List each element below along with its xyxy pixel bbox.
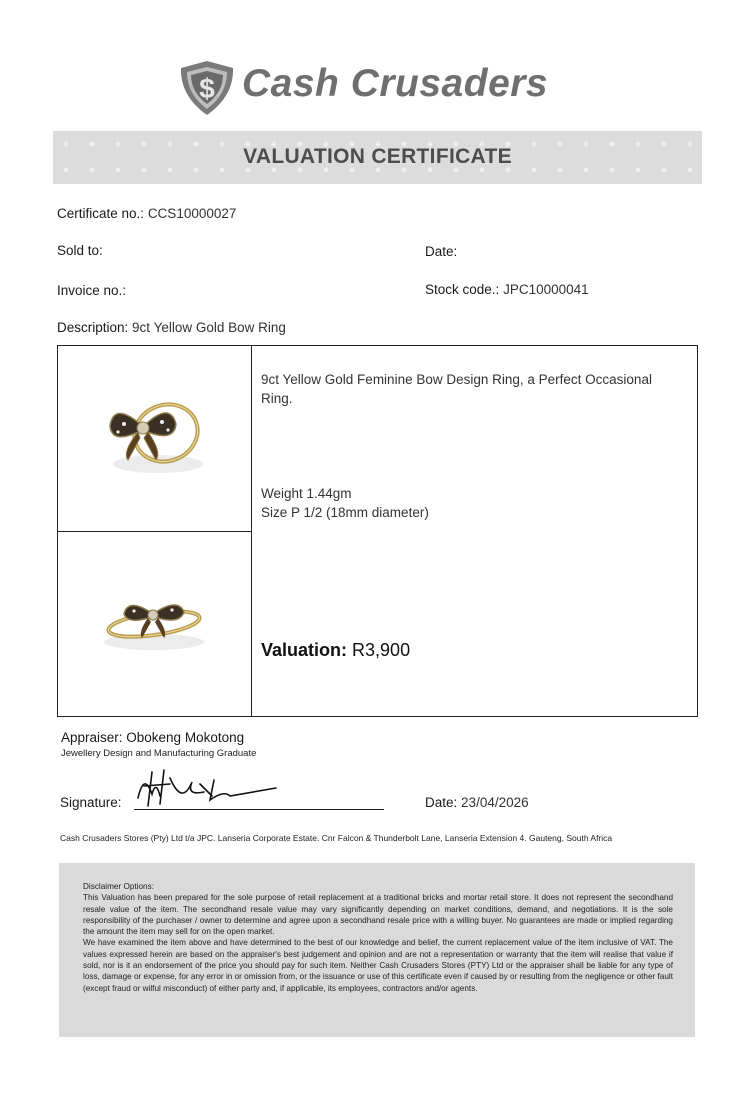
appraiser-name: Appraiser: Obokeng Mokotong (61, 730, 245, 745)
dollar-shield-icon (176, 58, 238, 118)
signature-image (130, 766, 280, 812)
valuation-value: R3,900 (352, 640, 411, 660)
date-field (425, 244, 457, 259)
appraiser-title: Jewellery Design and Manufacturing Graduate (61, 748, 257, 759)
title-banner (53, 131, 702, 184)
disclaimer-paragraph-1: This Valuation has been prepared for the sole purpose of retail replacement at a traditional bricks and mortar retail store. It does not represent the secondhand resale value of the item. The secondhand resale value may vary significantly depending on market conditions, demand, and negotiations. It is the sole responsibility of the purchaser / owner to determine and agree upon a secondhand resale price with a willing buyer. No guarantees are made or implied regarding the amount the item may sell for on the open market. (83, 893, 673, 937)
certificate-number-field (57, 206, 236, 221)
item-size: Size P 1/2 (18mm diameter) (261, 505, 429, 520)
valuation-label: Valuation: (261, 640, 348, 660)
description-label: Description: (57, 320, 129, 335)
appraisal-date-field (425, 795, 529, 810)
disclaimer-paragraph-2: We have examined the item above and have determined to the best of our knowledge and belief, the current replacement value of the item inclusive of VAT. The values expressed herein are based on the appraiser's best judgement and opinion and are not a representation or warranty that the item will realise that value if sold, nor is it an endorsement of the price you should pay for such item. Neither Cash Crusaders Stores (PTY) Ltd or the appraiser shall be liable for any type of loss, damage or expense, for any error in or omission from, or the issuance or use of this certificate even if caused by or resulting from the negligence or other fault (except fraud or wilful misconduct) of either party and, if applicable, its employees, contractors and/or agents. (83, 938, 673, 993)
appraisal-date-value: 23/04/2026 (461, 795, 529, 810)
disclaimer-heading: Disclaimer Options: (83, 882, 154, 891)
appraisal-date-label: Date: (425, 795, 458, 810)
stock-code-value: JPC10000041 (503, 282, 589, 297)
invoice-number-label: Invoice no.: (57, 283, 127, 298)
sold-to-label: Sold to: (57, 243, 103, 258)
item-table (57, 345, 698, 717)
item-weight: Weight 1.44gm (261, 486, 352, 501)
certificate-number-label: Certificate no.: (57, 206, 145, 221)
stock-code-label: Stock code.: (425, 282, 500, 297)
disclaimer-box (59, 863, 695, 1037)
item-details (261, 370, 691, 522)
invoice-number-field (57, 283, 126, 298)
signature-field (60, 795, 122, 810)
svg-text:$: $ (199, 73, 215, 104)
ring-photo-top (58, 346, 251, 532)
certificate-number-value: CCS10000027 (147, 206, 237, 221)
brand-name: Cash Crusaders (242, 62, 549, 105)
description-value: 9ct Yellow Gold Bow Ring (132, 320, 286, 335)
sold-to-field (57, 243, 103, 258)
signature-line (134, 809, 384, 810)
certificate-title: VALUATION CERTIFICATE (243, 145, 512, 168)
signature-label: Signature: (60, 795, 122, 810)
valuation (261, 640, 410, 661)
description-field (57, 320, 286, 335)
stock-code-field (425, 282, 589, 297)
ring-photo-bottom (58, 532, 251, 717)
date-label: Date: (425, 244, 458, 259)
company-address: Cash Crusaders Stores (Pty) Ltd t/a JPC. Lanseria Corporate Estate. Cnr Falcon & Thunderbolt Lane, Lanseria Extension 4. Gauteng, South Africa (60, 833, 613, 843)
item-description-line2: Ring. (261, 391, 293, 406)
item-images (58, 346, 252, 716)
item-description-line1: 9ct Yellow Gold Feminine Bow Design Ring, a Perfect Occasional (261, 372, 652, 387)
brand-logo (176, 58, 586, 120)
